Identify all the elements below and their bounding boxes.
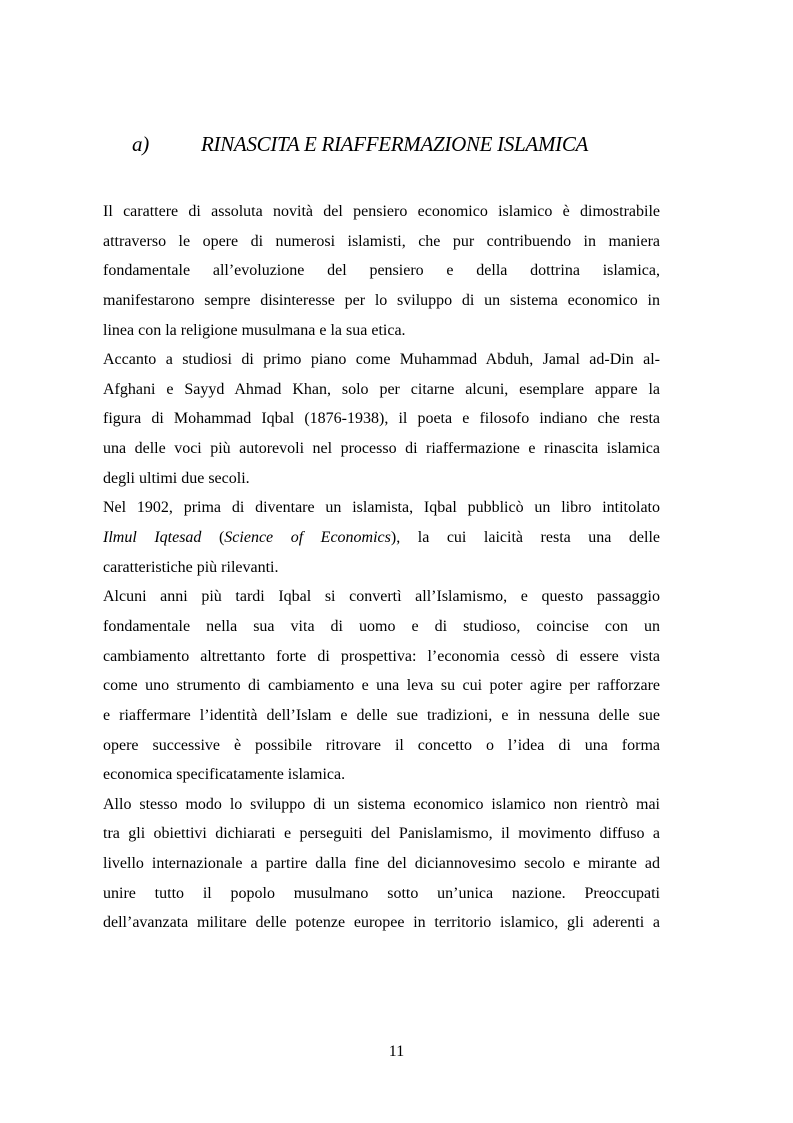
text-line: opere successive è possibile ritrovare il concetto o l’idea di una forma	[103, 736, 660, 754]
text-line: una delle voci più autorevoli nel processo di riaffermazione e rinascita islamica	[103, 440, 660, 458]
text-line: tra gli obiettivi dichiarati e perseguiti del Panislamismo, il movimento diffuso a	[103, 825, 660, 843]
text-line: Alcuni anni più tardi Iqbal si convertì all’Islamismo, e questo passaggio	[103, 588, 660, 606]
paragraph	[103, 345, 660, 493]
text-line: dell’avanzata militare delle potenze europee in territorio islamico, gli aderenti a	[103, 914, 660, 932]
text-line: fondamentale nella sua vita di uomo e di studioso, coincise con un	[103, 617, 660, 635]
text-line: linea con la religione musulmana e la sua etica.	[103, 321, 406, 339]
text-line: Nel 1902, prima di diventare un islamista, Iqbal pubblicò un libro intitolato	[103, 499, 660, 517]
text-line: livello internazionale a partire dalla fine del diciannovesimo secolo e mirante ad	[103, 855, 660, 873]
text-line: figura di Mohammad Iqbal (1876-1938), il poeta e filosofo indiano che resta	[103, 410, 660, 428]
italic-text: Science of Economics	[224, 529, 391, 547]
text-line: Il carattere di assoluta novità del pensiero economico islamico è dimostrabile	[103, 203, 660, 220]
text-line: Afghani e Sayyd Ahmad Khan, solo per citarne alcuni, esemplare appare la	[103, 380, 660, 398]
text-line: e riaffermare l’identità dell’Islam e delle sue tradizioni, e in nessuna delle sue	[103, 706, 660, 724]
section-title: RINASCITA E RIAFFERMAZIONE ISLAMICA	[201, 132, 589, 156]
body-text	[103, 197, 660, 938]
paragraph	[103, 493, 660, 582]
text-line: degli ultimi due secoli.	[103, 469, 250, 487]
paragraph	[103, 197, 660, 345]
text-fragment: ), la cui laicità resta una delle	[390, 529, 661, 547]
text-fragment: (	[201, 529, 225, 547]
text-line: come uno strumento di cambiamento e una leva su cui poter agire per rafforzare	[103, 677, 660, 695]
text-line: unire tutto il popolo musulmano sotto un’unica nazione. Preoccupati	[103, 884, 660, 902]
text-line: economica specificatamente islamica.	[103, 766, 346, 784]
paragraph	[103, 790, 660, 938]
text-line: attraverso le opere di numerosi islamisti, che pur contribuendo in maniera	[103, 232, 660, 250]
italic-text: Ilmul Iqtesad	[103, 529, 202, 547]
section-heading	[0, 128, 793, 164]
text-line: manifestarono sempre disinteresse per lo sviluppo di un sistema economico in	[103, 291, 660, 309]
paragraph	[103, 582, 660, 789]
text-line: fondamentale all’evoluzione del pensiero e della dottrina islamica,	[103, 262, 660, 280]
page-number: 11	[388, 1043, 405, 1060]
text-line	[103, 523, 660, 553]
text-line: caratteristiche più rilevanti.	[103, 558, 279, 576]
text-line: cambiamento altrettanto forte di prospettiva: l’economia cessò di essere vista	[103, 647, 660, 665]
text-line: Accanto a studiosi di primo piano come Muhammad Abduh, Jamal ad-Din al-	[103, 351, 660, 369]
section-number: a)	[132, 132, 149, 156]
text-line: Allo stesso modo lo sviluppo di un sistema economico islamico non rientrò mai	[103, 795, 660, 813]
